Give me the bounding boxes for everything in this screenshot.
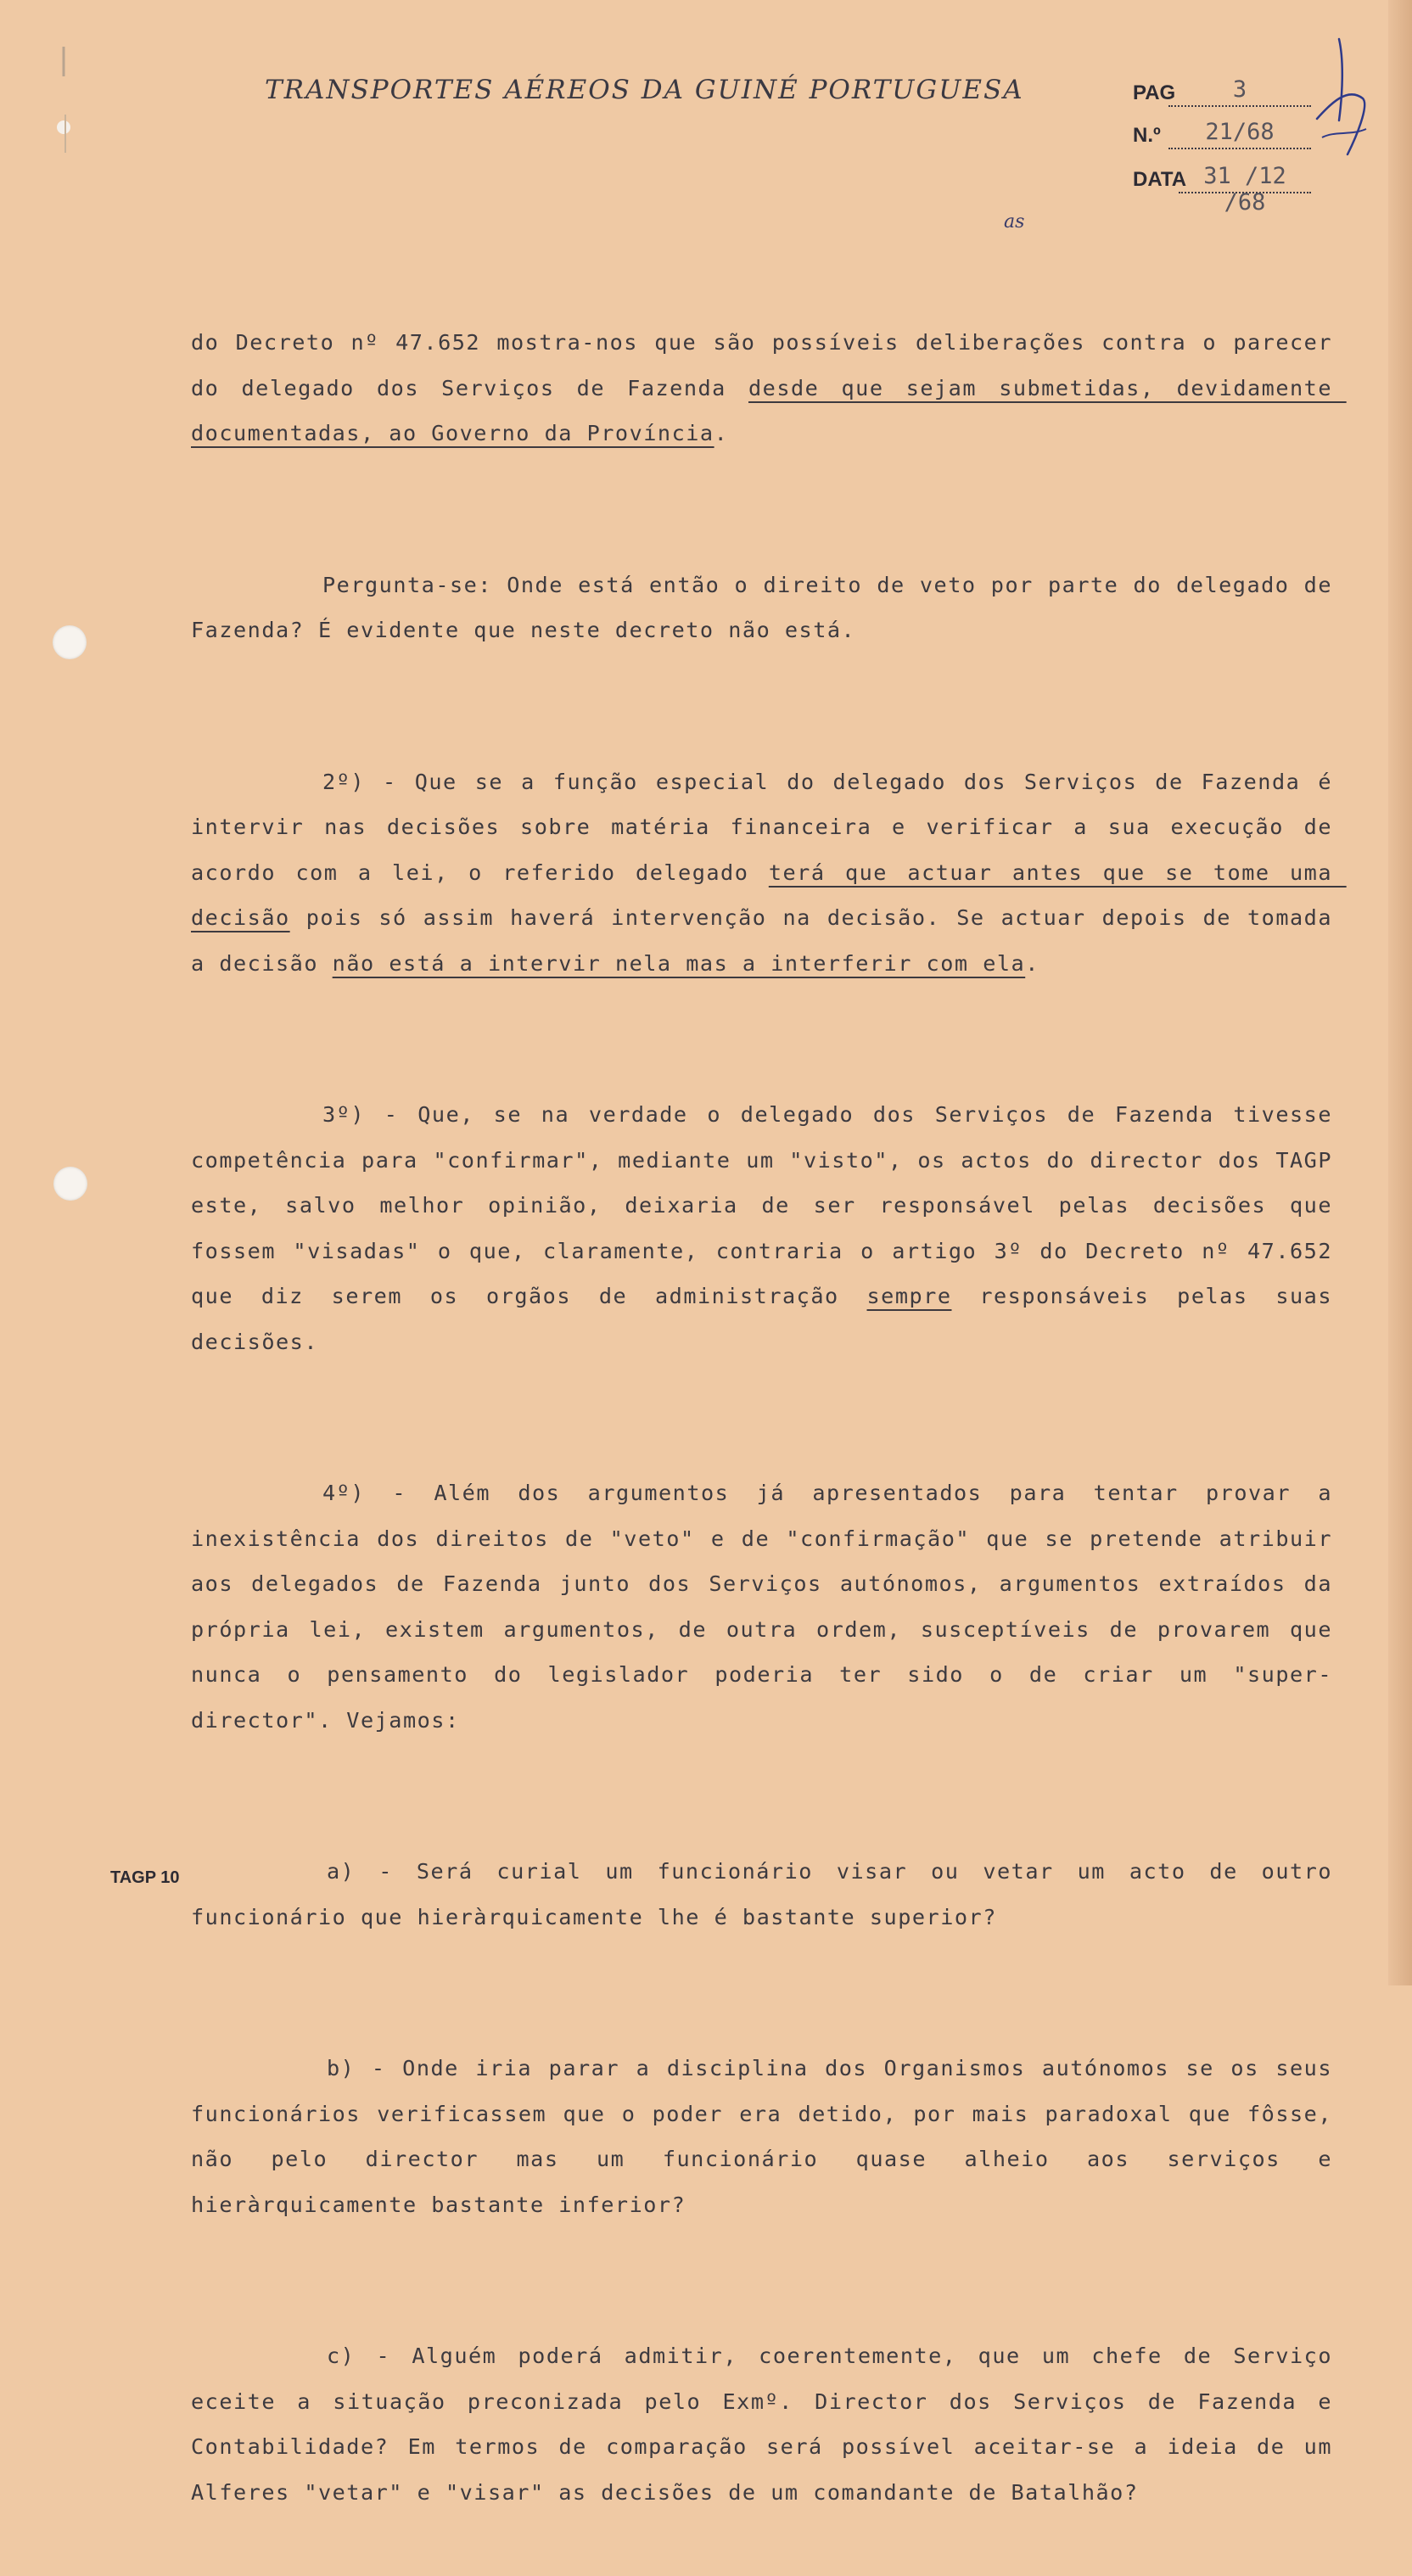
underlined-phrase: terá que actuar antes que se tome uma decisão (191, 860, 1347, 930)
underlined-phrase: desde que sejam submetidas, devidamente documentadas, ao Governo da Província (191, 375, 1347, 445)
page-number-field (1133, 75, 1315, 109)
pag-label: PAG (1133, 81, 1176, 104)
handwritten-initials-icon (1314, 36, 1373, 163)
document-number-field (1133, 117, 1315, 151)
no-value: 21/68 (1168, 119, 1311, 149)
paragraph-point-b: b) - Onde iria parar a disciplina dos Organismos autónomos se os seus funcionários verificassem que o poder era detido, por mais paradoxal que fôsse, não pelo director mas um funcionário quase alheio aos serviços e hieràrquicamente bastante inferior? (191, 2056, 1347, 2217)
paragraph-point-4: 4º) - Além dos argumentos já apresentados para tentar provar a inexistência dos direitos de "veto" e de "confirmação" que se pretende atribuir aos delegados de Fazenda junto dos Serviços autónomos, argumentos extraídos da própria lei, existem argumentos, de outra ordem, susceptíveis de provarem que nunca o pensamento do legislador poderia ter sido o de criar um "super-director". Vejamos: (191, 1481, 1347, 1733)
underlined-word: sempre (866, 1284, 952, 1308)
letter-body (191, 229, 1347, 2576)
date-field (1133, 161, 1315, 216)
punch-hole-top (53, 625, 87, 659)
paragraph-point-a: a) - Será curial um funcionário visar ou vetar um acto de outro funcionário que hieràrquicamente lhe é bastante superior? (191, 1859, 1347, 1929)
paragraph-1: do Decreto nº 47.652 mostra-nos que são possíveis deliberações contra o parecer do delegado dos Serviços de Fazenda desde que sejam submetidas, devidamente documentadas, ao Governo da Província. (191, 330, 1347, 445)
company-title: TRANSPORTES AÉREOS DA GUINÉ PORTUGUESA (265, 75, 1024, 105)
paragraph-point-3: 3º) - Que, se na verdade o delegado dos Serviços de Fazenda tivesse competência para "confirmar", mediante um "visto", os actos do director dos TAGP este, salvo melhor opinião, deixaria de ser responsável pelas decisões que fossem "visadas" o que, claramente, contraria o artigo 3º do Decreto nº 47.652 que diz serem os orgãos de administração sempre responsáveis pelas suas decisões. (191, 1102, 1347, 1354)
punch-hole-bottom (53, 1167, 87, 1201)
binding-marks (47, 42, 81, 161)
data-label: DATA (1133, 168, 1187, 191)
underlined-phrase: não está a intervir nela mas a interferir com ela (332, 950, 1026, 976)
pag-value: 3 (1168, 76, 1311, 107)
paragraph-point-c: c) - Alguém poderá admitir, coerentemente, que um chefe de Serviço eceite a situação preconizada pelo Exmº. Director dos Serviços de Fazenda e Contabilidade? Em termos de comparação será possível aceitar-se a ideia de um Alferes "vetar" e "visar" as decisões de um comandante de Batalhão? (191, 2344, 1347, 2505)
handwritten-insert-as: as (1004, 211, 1025, 232)
form-code: TAGP 10 (110, 1868, 180, 1887)
page-edge (1388, 0, 1412, 1985)
paragraph-2: Pergunta-se: Onde está então o direito de veto por parte do delegado de Fazenda? É evidente que neste decreto não está. (191, 572, 1347, 642)
data-value: 31 /12 /68 (1179, 163, 1311, 193)
no-label: N.º (1133, 124, 1161, 147)
paragraph-point-2: 2º) - Que se a função especial do delegado dos Serviços de Fazenda é intervir nas decisões sobre matéria financeira e verificar a sua execução de acordo com a lei, o referido delegado terá que actuar antes que se tome uma decisão pois só assim haverá intervenção na decisão. Se actuar depois de tomada a decisão não está a intervir nela mas a interferir com ela. (191, 769, 1347, 976)
